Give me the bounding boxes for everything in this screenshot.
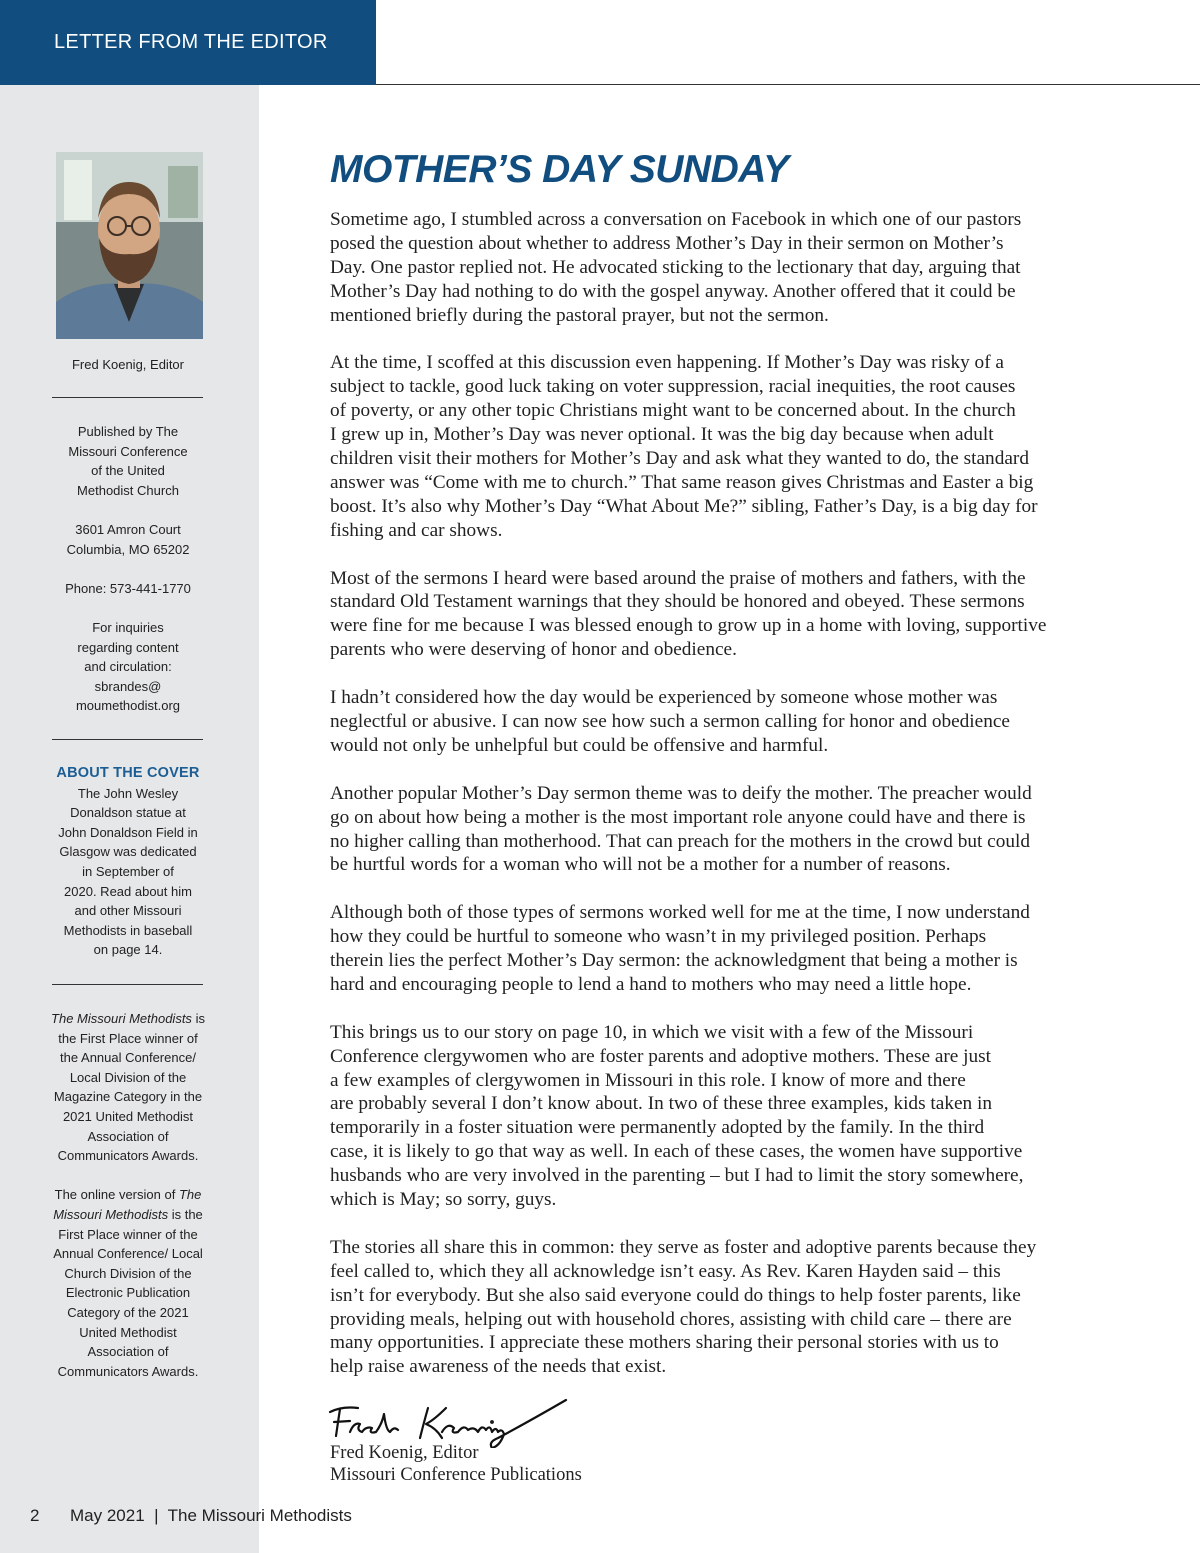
article-body [330,208,1134,1403]
publication-info [48,422,208,736]
cover-line: in September of [82,863,174,879]
signoff [330,1442,582,1486]
article-line: be hurtful words for a woman who will not be a mother for a number of reasons. [330,854,951,876]
issue-info: May 2021 | The Missouri Methodists [70,1506,352,1525]
award-line: of [164,1187,176,1203]
article-line: fishing and car shows. [330,519,503,541]
article-line: feel called to, which they all acknowledge isn’t easy. As Rev. Karen Hayden said – this [330,1260,1001,1282]
award-line: Awards. [151,1363,199,1379]
article-line: are probably several I don’t know about. In two of these three examples, kids taken in [330,1093,992,1115]
signoff-org: Missouri Conference Publications [330,1465,582,1485]
award-line: Local Church Division [64,1246,203,1281]
inquiries-line: and circulation: [84,659,172,675]
cover-line: Methodists in baseball [63,922,193,938]
cover-line: 2020. Read about him [64,883,192,899]
award-line: Place winner of the [60,1030,198,1066]
awards-info [48,1009,208,1401]
article-line: were fine for me because I was blessed enough to grow up in a home with loving, supportive [330,615,1047,637]
article-line: At the time, I scoffed at this discussion even happening. If Mother’s Day was risky of a [330,352,1004,374]
article-line: Day. One pastor replied not. He advocated sticking to the lectionary that day, arguing that [330,256,1021,278]
article-line: Although both of those types of sermons worked well for me at the time, I now understand [330,902,1030,924]
photo-caption: Fred Koenig, Editor [71,357,184,372]
inquiries-line: sbrandes@ [94,678,162,694]
editor-signature [328,1396,573,1448]
address-text [48,520,208,559]
article-paragraph [330,567,1134,663]
award-line: of Communicators [57,1344,169,1379]
page-number: 2 [30,1506,40,1525]
award-online [48,1185,208,1381]
article-paragraph [330,351,1134,542]
award-line: is the First [58,1011,205,1046]
publisher-line: Missouri Conference [68,443,188,459]
article-line: mentioned briefly during the pastoral prayer, but not the sermon. [330,304,829,326]
article-line: isn’t for everybody. But she also said everyone could do things to help foster parents, like [330,1284,1021,1306]
inquiries-text [48,618,208,716]
article-line: children visit their mothers for Mother’s Day and ask what they wanted to do, the standard [330,448,1029,470]
article-line: help raise awareness of the needs that exist. [330,1356,667,1378]
award-line: Annual Conference/ [53,1246,169,1262]
article-line: subject to tackle, good luck taking on voter suppression, racial inequities, the root causes [330,376,1016,398]
article-line: husbands who are very involved in the parenting – but I had to limit the story somewhere, [330,1165,1024,1187]
inquiries-line: moumethodist.org [75,698,181,714]
inquiries-line: regarding content [77,639,179,655]
article-line: This brings us to our story on page 10, in which we visit with a few of the Missouri [330,1021,974,1043]
article-headline: MOTHER’S DAY SUNDAY [330,148,789,191]
award-line: The online version [54,1187,161,1203]
article-line: temporarily in a foster situation were permanently adopted by the family. In the third [330,1117,985,1139]
publisher-line: Published by The [77,424,179,439]
section-tab-label: LETTER FROM THE EDITOR [54,31,328,53]
address-line: Columbia, MO 65202 [66,541,190,557]
award-line: in the 2021 United [62,1089,203,1124]
address-line: 3601 Amron Court [75,521,181,537]
article-line: posed the question about whether to address Mother’s Day in their sermon on Mother’s [330,232,1004,254]
article-line: neglectful or abusive. I can now see how such a sermon calling for honor and obedience [330,710,1010,732]
article-line: case, it is likely to go that way as well. In each of these cases, the women have supportive [330,1141,1023,1163]
article-paragraph [330,782,1134,878]
award-line: Publication Category [67,1285,191,1320]
article-line: standard Old Testament warnings that they should be honored and obeyed. These sermons [330,591,1025,613]
article-line: which is May; so sorry, guys. [330,1189,557,1211]
about-the-cover [48,764,208,960]
header-rule [376,84,1200,85]
cover-line: John Donaldson Field in [58,824,198,840]
article-line: no higher calling than motherhood. That can preach for the mothers in the crowd but could [330,830,1030,852]
article-line: would not only be unhelpful but could be offensive and harmful. [330,734,829,756]
award-line: is the First [58,1206,203,1242]
cover-line: Glasgow was dedicated [59,844,197,860]
article-paragraph [330,1021,1134,1212]
cover-line: and other Missouri [74,903,182,919]
cover-line: on page 14. [93,942,163,958]
award-line: Annual Conference/ [81,1050,196,1066]
award-line: Place winner of the [87,1226,198,1242]
article-line: go on about how being a mother is the most important role anyone could have and there is [330,806,1026,828]
about-cover-text [48,784,208,960]
article-paragraph [330,1236,1134,1379]
award-line: of Communicators [57,1128,169,1164]
award-line: Awards. [151,1148,199,1164]
article-line: a few examples of clergywomen in Missouri in this role. I know of more and there [330,1069,966,1091]
sidebar-divider [52,984,203,985]
article-line: how they could be hurtful to someone who wasn’t in my privileged position. Perhaps [330,926,987,948]
section-tab [0,0,376,85]
article-line: Mother’s Day had nothing to do with the gospel anyway. Another offered that it could be [330,280,1016,302]
editor-photo [56,152,203,339]
award-line: Magazine Category [53,1089,167,1105]
award-print-title: The Missouri Methodists [51,1011,192,1026]
article-paragraph [330,901,1134,997]
article-line: boost. It’s also why Mother’s Day “What About Me?” sibling, Father’s Day, is a big day for [330,495,1038,517]
article-line: I grew up in, Mother’s Day was never optional. It was the big day because when adult [330,424,994,446]
article-paragraph [330,686,1134,758]
article-paragraph [330,208,1134,328]
award-line: of the 2021 United [79,1304,189,1340]
article-line: I hadn’t considered how the day would be experienced by someone whose mother was [330,687,998,709]
signoff-name: Fred Koenig, Editor [330,1443,479,1463]
inquiries-line: For inquiries [92,619,164,635]
article-line: parents who were deserving of honor and obedience. [330,639,737,661]
article-line: Conference clergywomen who are foster parents and adoptive mothers. These are just [330,1045,992,1067]
article-line: hard and encouraging people to lend a hand to mothers who may need a little hope. [330,973,972,995]
award-line: of the Electronic [65,1265,192,1301]
article-line: Sometime ago, I stumbled across a conversation on Facebook in which one of our pastors [330,209,1022,230]
publisher-line: of the United [91,463,165,479]
article-line: many opportunities. I appreciate these mothers sharing their personal stories with us to [330,1332,999,1354]
cover-line: The John Wesley [77,785,179,801]
award-line: Local Division of the [69,1069,187,1085]
sidebar-divider [52,739,203,740]
article-line: answer was “Come with me to church.” That same reason gives Christmas and Easter a big [330,471,1034,493]
award-line: Methodist Association [87,1108,194,1144]
article-line: providing meals, helping out with household chores, assisting with child care – there are [330,1308,1012,1330]
publisher-text [48,422,208,500]
phone-text: Phone: 573-441-1770 [65,580,191,596]
article-line: of poverty, or any other topic Christians might want to be concerned about. In the church [330,400,1016,422]
award-line: Methodist Association [87,1324,177,1360]
cover-line: Donaldson statue at [70,805,186,821]
sidebar-divider [52,397,203,398]
article-line: Another popular Mother’s Day sermon theme was to deify the mother. The preacher would [330,782,1032,804]
about-cover-heading: ABOUT THE COVER [56,765,200,781]
article-line: The stories all share this in common: they serve as foster and adoptive parents because they [330,1236,1037,1258]
award-online-title: The Missouri Methodists [53,1187,202,1222]
award-print [48,1009,208,1166]
article-line: therein lies the perfect Mother’s Day sermon: the acknowledgment that being a mother is [330,950,1018,972]
publisher-line: Methodist Church [77,482,179,498]
page-footer [30,1506,352,1526]
article-line: Most of the sermons I heard were based around the praise of mothers and fathers, with the [330,567,1026,589]
